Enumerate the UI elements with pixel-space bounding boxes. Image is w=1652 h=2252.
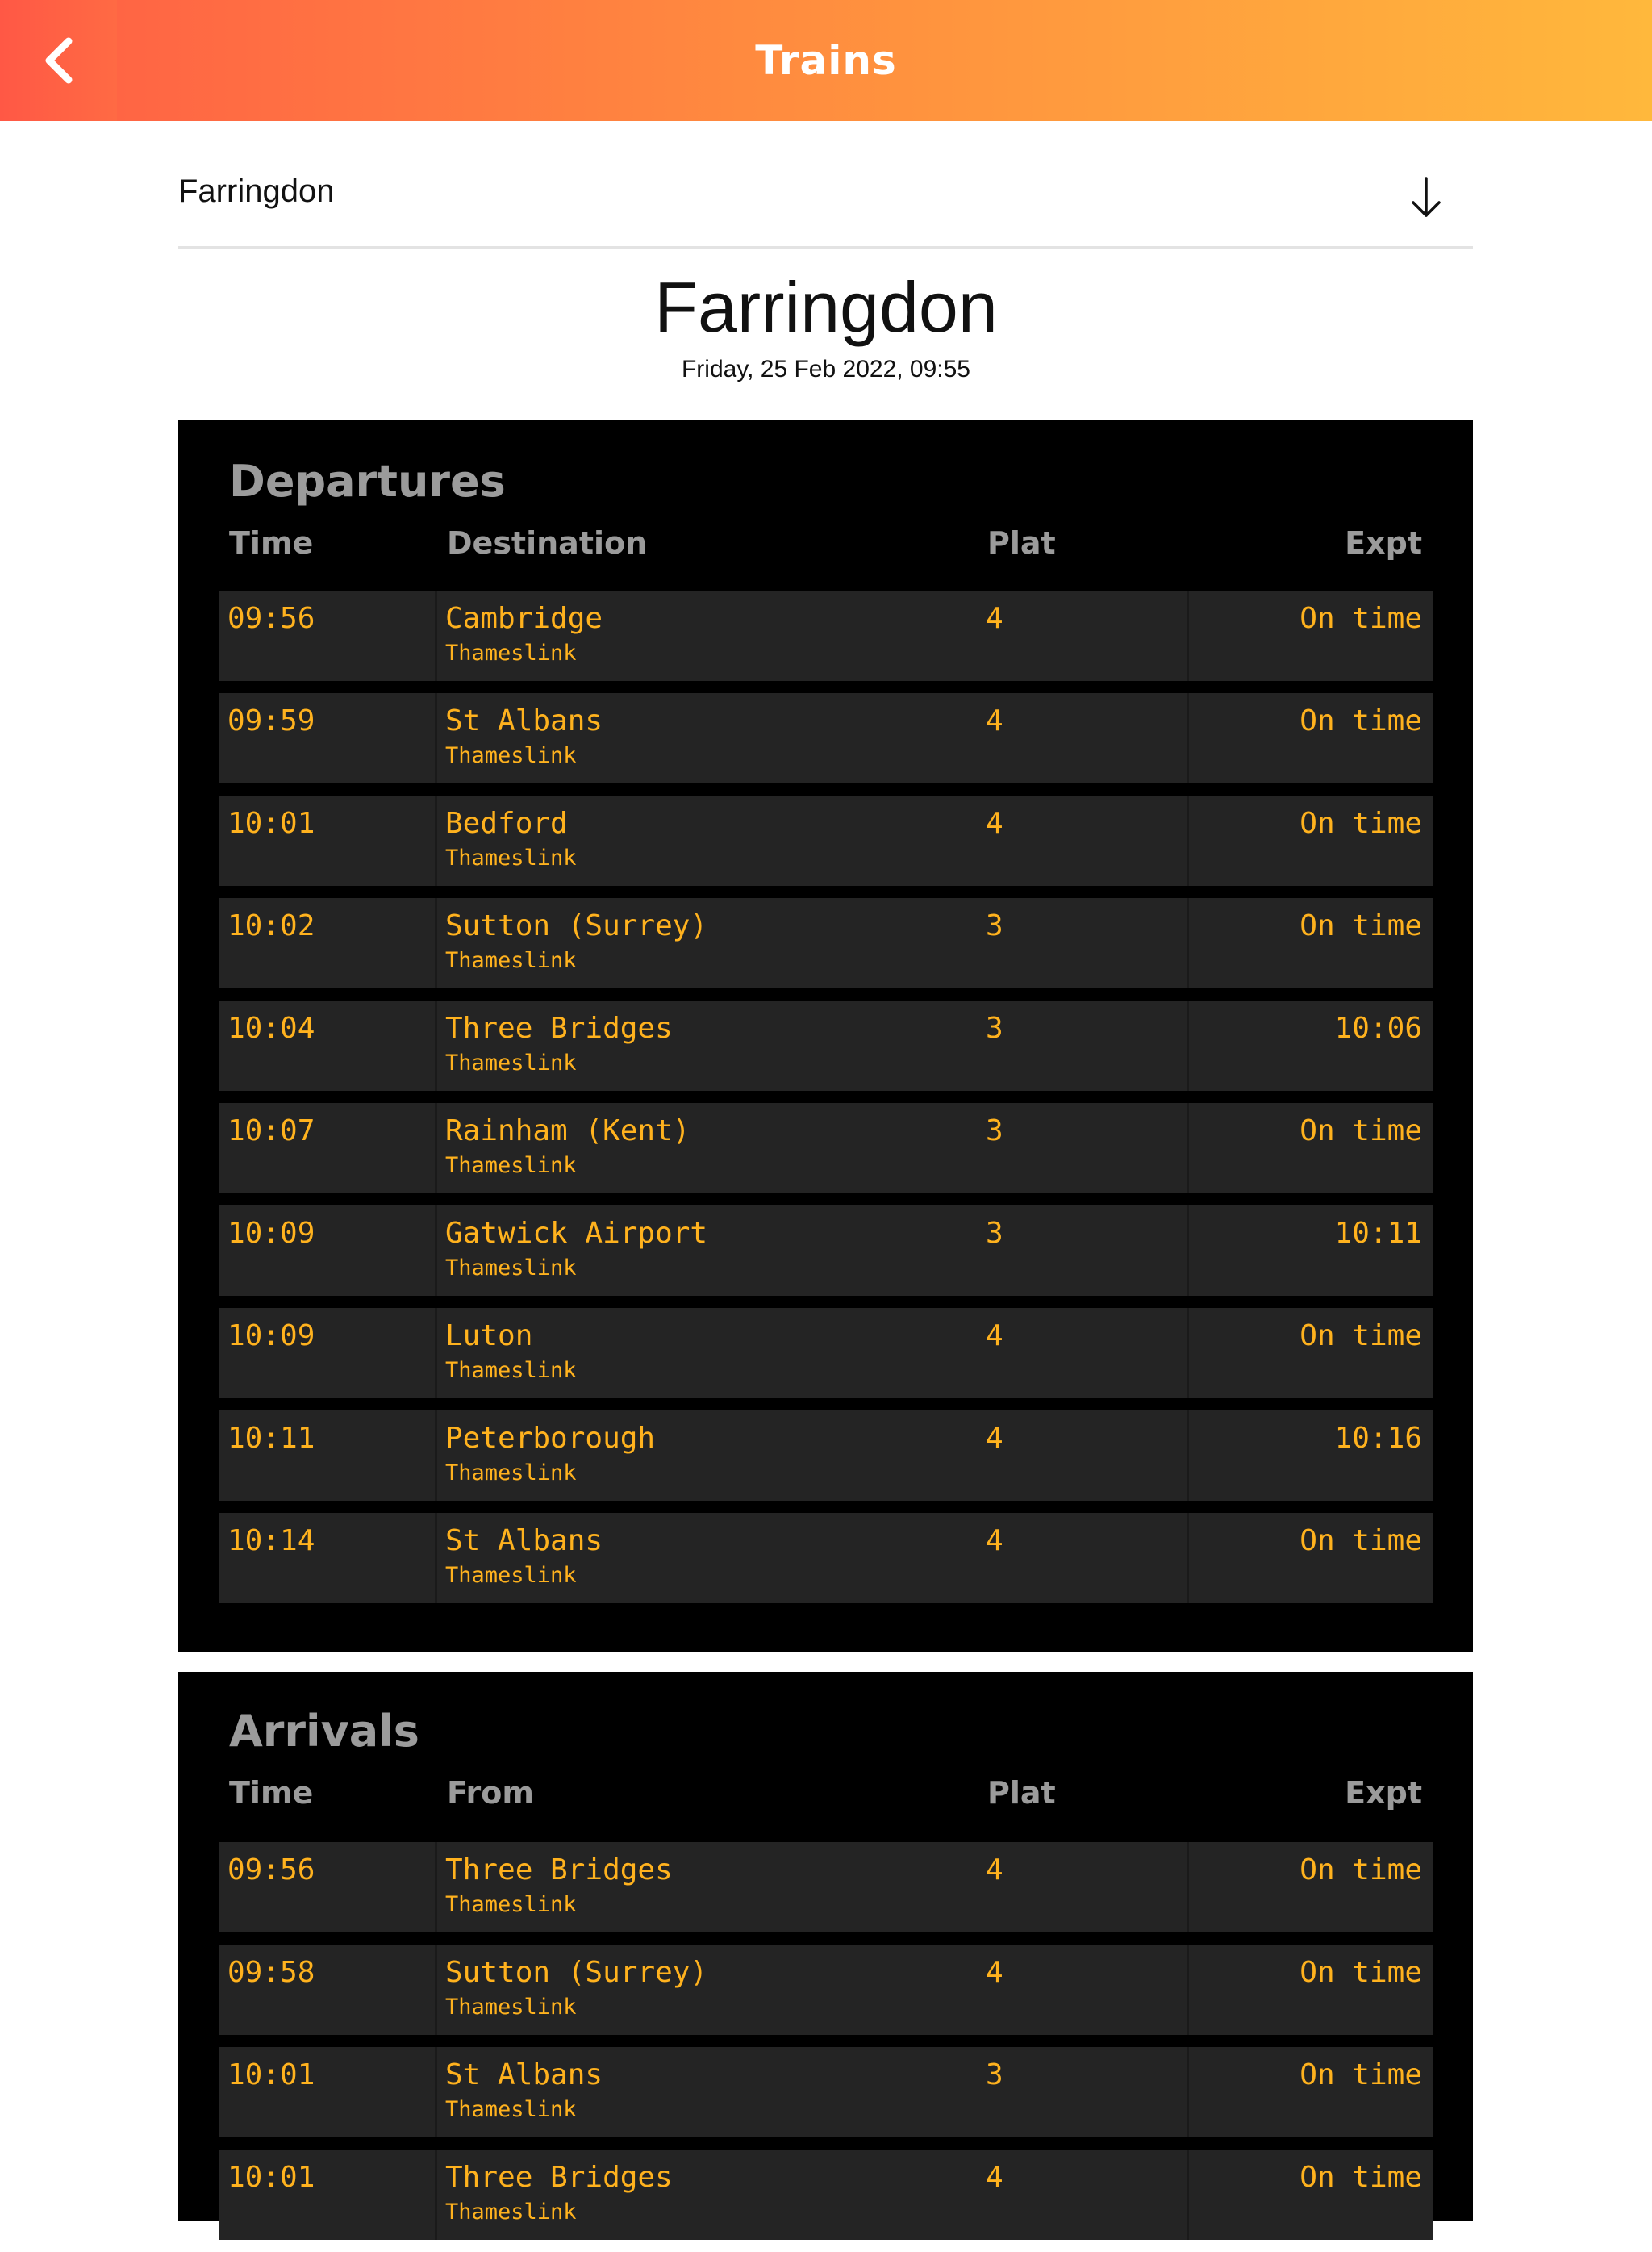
row-time: 09:56 — [227, 1853, 315, 1886]
departures-header-time: Time — [229, 525, 314, 561]
row-origin: St Albans — [445, 2058, 603, 2091]
row-divider — [435, 1842, 437, 1932]
row-divider — [1187, 796, 1189, 886]
row-divider — [1187, 1103, 1189, 1193]
departures-header-plat: Plat — [987, 525, 1056, 561]
row-platform: 3 — [986, 2058, 1003, 2091]
departures-row[interactable] — [219, 591, 1433, 681]
departures-row[interactable] — [219, 796, 1433, 886]
row-time: 10:11 — [227, 1422, 315, 1455]
row-platform: 4 — [986, 704, 1003, 737]
row-divider — [435, 1205, 437, 1296]
arrivals-header-expt: Expt — [1345, 1775, 1422, 1811]
row-platform: 4 — [986, 807, 1003, 840]
top-bar — [0, 0, 1652, 121]
arrivals-board — [178, 1672, 1473, 2225]
row-destination: Cambridge — [445, 602, 603, 635]
row-divider — [435, 1945, 437, 2035]
departures-header-expt: Expt — [1345, 525, 1422, 561]
departures-row[interactable] — [219, 1513, 1433, 1603]
row-expected: 10:06 — [1334, 1012, 1422, 1045]
arrivals-header-plat: Plat — [987, 1775, 1056, 1811]
row-expected: 10:16 — [1334, 1422, 1422, 1455]
row-divider — [435, 1410, 437, 1501]
row-divider — [435, 2047, 437, 2137]
station-selector-value: Farringdon — [178, 173, 335, 209]
row-divider — [1187, 1945, 1189, 2035]
row-platform: 3 — [986, 1114, 1003, 1147]
row-operator: Thameslink — [445, 1995, 577, 2020]
row-platform: 3 — [986, 909, 1003, 942]
row-expected: On time — [1299, 704, 1422, 737]
row-operator: Thameslink — [445, 1153, 577, 1178]
row-platform: 4 — [986, 1319, 1003, 1352]
row-divider — [1187, 1205, 1189, 1296]
row-divider — [1187, 1001, 1189, 1091]
row-divider — [1187, 898, 1189, 988]
row-operator: Thameslink — [445, 948, 577, 973]
row-destination: Rainham (Kent) — [445, 1114, 690, 1147]
row-time: 10:02 — [227, 909, 315, 942]
row-platform: 4 — [986, 602, 1003, 635]
arrivals-row[interactable] — [219, 2150, 1433, 2240]
row-destination: St Albans — [445, 1524, 603, 1557]
departures-header-destination: Destination — [447, 525, 648, 561]
row-divider — [1187, 591, 1189, 681]
row-expected: On time — [1299, 1319, 1422, 1352]
departures-row[interactable] — [219, 898, 1433, 988]
row-platform: 3 — [986, 1217, 1003, 1250]
row-expected: On time — [1299, 1853, 1422, 1886]
row-divider — [435, 1513, 437, 1603]
row-expected: 10:11 — [1334, 1217, 1422, 1250]
row-divider — [435, 1103, 437, 1193]
row-time: 10:01 — [227, 807, 315, 840]
row-divider — [435, 796, 437, 886]
row-divider — [1187, 1513, 1189, 1603]
row-time: 10:04 — [227, 1012, 315, 1045]
row-time: 10:01 — [227, 2058, 315, 2091]
row-expected: On time — [1299, 1956, 1422, 1989]
row-origin: Three Bridges — [445, 1853, 673, 1886]
arrivals-list — [219, 1842, 1433, 2252]
station-datetime: Friday, 25 Feb 2022, 09:55 — [681, 356, 970, 382]
row-destination: Three Bridges — [445, 1012, 673, 1045]
row-time: 10:09 — [227, 1217, 315, 1250]
row-origin: Sutton (Surrey) — [445, 1956, 708, 1989]
row-divider — [1187, 1842, 1189, 1932]
page-title: Trains — [755, 37, 897, 84]
station-selector[interactable] — [178, 149, 1473, 249]
row-operator: Thameslink — [445, 1051, 577, 1076]
row-destination: St Albans — [445, 704, 603, 737]
departures-row[interactable] — [219, 1205, 1433, 1296]
row-divider — [435, 1308, 437, 1398]
row-time: 09:56 — [227, 602, 315, 635]
chevron-left-icon — [40, 36, 78, 85]
row-time: 10:14 — [227, 1524, 315, 1557]
row-destination: Sutton (Surrey) — [445, 909, 708, 942]
departures-board — [178, 420, 1473, 1652]
row-operator: Thameslink — [445, 1563, 577, 1588]
row-time: 10:01 — [227, 2161, 315, 2194]
arrow-down-icon — [1410, 175, 1442, 220]
back-button[interactable] — [0, 0, 117, 121]
arrivals-header-time: Time — [229, 1775, 314, 1811]
row-operator: Thameslink — [445, 2097, 577, 2122]
station-name: Farringdon — [654, 267, 998, 347]
row-divider — [435, 898, 437, 988]
row-expected: On time — [1299, 1114, 1422, 1147]
row-operator: Thameslink — [445, 641, 577, 666]
row-platform: 4 — [986, 1524, 1003, 1557]
row-platform: 4 — [986, 1422, 1003, 1455]
row-origin: Three Bridges — [445, 2161, 673, 2194]
row-divider — [435, 2150, 437, 2240]
row-divider — [1187, 1308, 1189, 1398]
arrivals-header-from: From — [447, 1775, 534, 1811]
row-divider — [1187, 693, 1189, 783]
row-divider — [1187, 2047, 1189, 2137]
departures-row[interactable] — [219, 1001, 1433, 1091]
row-operator: Thameslink — [445, 1892, 577, 1917]
row-time: 10:07 — [227, 1114, 315, 1147]
departures-row[interactable] — [219, 1308, 1433, 1398]
row-platform: 4 — [986, 1956, 1003, 1989]
arrivals-title: Arrivals — [229, 1706, 419, 1757]
row-divider — [1187, 2150, 1189, 2240]
departures-list — [219, 591, 1433, 1615]
row-destination: Peterborough — [445, 1422, 656, 1455]
row-expected: On time — [1299, 909, 1422, 942]
row-divider — [435, 693, 437, 783]
arrivals-row[interactable] — [219, 1945, 1433, 2035]
row-platform: 3 — [986, 1012, 1003, 1045]
departures-row[interactable] — [219, 693, 1433, 783]
row-operator: Thameslink — [445, 1460, 577, 1485]
row-platform: 4 — [986, 2161, 1003, 2194]
row-time: 10:09 — [227, 1319, 315, 1352]
arrivals-row[interactable] — [219, 1842, 1433, 1932]
row-operator: Thameslink — [445, 1358, 577, 1383]
row-divider — [1187, 1410, 1189, 1501]
row-destination: Luton — [445, 1319, 533, 1352]
row-expected: On time — [1299, 2058, 1422, 2091]
row-operator: Thameslink — [445, 846, 577, 871]
row-destination: Gatwick Airport — [445, 1217, 708, 1250]
row-divider — [435, 1001, 437, 1091]
departures-title: Departures — [229, 456, 506, 507]
row-operator: Thameslink — [445, 743, 577, 768]
row-destination: Bedford — [445, 807, 568, 840]
row-expected: On time — [1299, 602, 1422, 635]
row-time: 09:58 — [227, 1956, 315, 1989]
departures-row[interactable] — [219, 1103, 1433, 1193]
arrivals-row[interactable] — [219, 2047, 1433, 2137]
row-operator: Thameslink — [445, 2200, 577, 2225]
row-expected: On time — [1299, 807, 1422, 840]
row-operator: Thameslink — [445, 1256, 577, 1281]
row-divider — [435, 591, 437, 681]
row-expected: On time — [1299, 1524, 1422, 1557]
departures-row[interactable] — [219, 1410, 1433, 1501]
row-time: 09:59 — [227, 704, 315, 737]
row-platform: 4 — [986, 1853, 1003, 1886]
row-expected: On time — [1299, 2161, 1422, 2194]
